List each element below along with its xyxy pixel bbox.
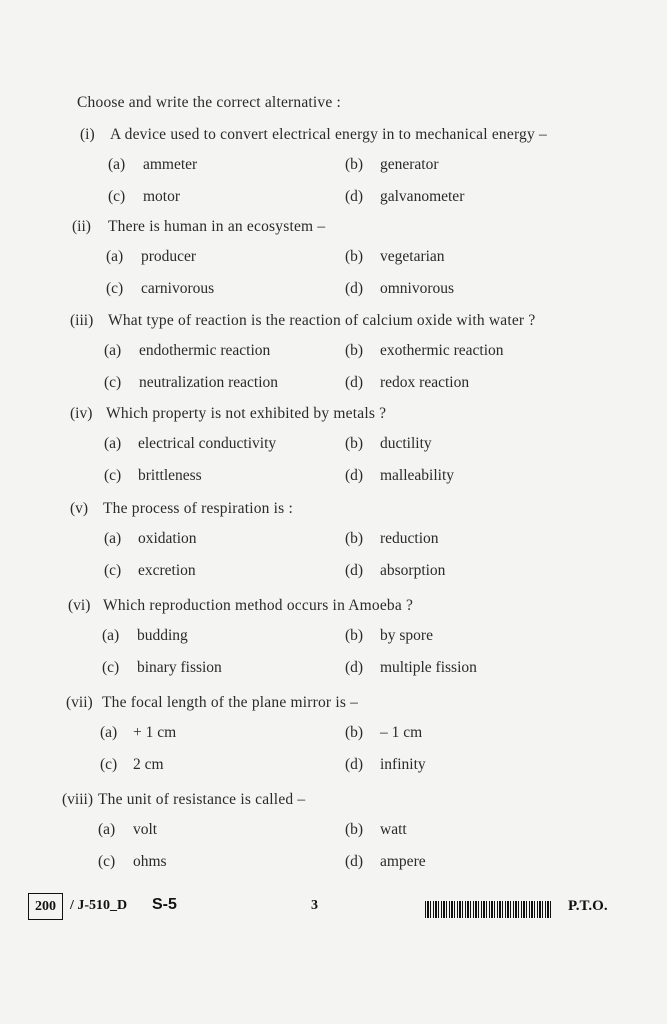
option-text: malleability — [380, 467, 455, 484]
option-text: reduction — [380, 530, 439, 547]
option-label: (c) — [106, 280, 124, 297]
option-label: (a) — [104, 342, 122, 359]
footer-box-number: 200 — [28, 893, 63, 920]
footer-paper-code: / J-510_D — [70, 898, 128, 913]
option-label: (c) — [108, 188, 126, 205]
option-text: oxidation — [138, 530, 197, 547]
option-label: (a) — [104, 435, 122, 452]
option-text: ductility — [380, 435, 432, 452]
option-text: omnivorous — [380, 280, 455, 297]
option-label: (d) — [345, 853, 364, 870]
option-text: generator — [380, 156, 439, 173]
question-number: (ii) — [72, 218, 91, 235]
option-label: (d) — [345, 562, 364, 579]
question-text: What type of reaction is the reaction of calcium oxide with water ? — [108, 312, 536, 329]
option-text: carnivorous — [141, 280, 215, 297]
option-text: ammeter — [143, 156, 198, 173]
question-text: The process of respiration is : — [103, 500, 293, 517]
option-label: (a) — [104, 530, 122, 547]
option-text: + 1 cm — [133, 724, 177, 741]
option-label: (d) — [345, 374, 364, 391]
option-text: brittleness — [138, 467, 202, 484]
option-label: (d) — [345, 467, 364, 484]
option-text: neutralization reaction — [139, 374, 279, 391]
question-number: (iii) — [70, 312, 94, 329]
footer-series: S-5 — [152, 896, 177, 913]
option-text: by spore — [380, 627, 433, 644]
option-label: (c) — [100, 756, 118, 773]
question-text: A device used to convert electrical energy in to mechanical energy – — [110, 126, 547, 143]
option-label: (b) — [345, 342, 364, 359]
question-text: Which reproduction method occurs in Amoeba ? — [103, 597, 414, 614]
question-number: (vii) — [66, 694, 93, 711]
option-text: producer — [141, 248, 197, 265]
question-number: (i) — [80, 126, 95, 143]
option-text: multiple fission — [380, 659, 477, 676]
footer-page-number: 3 — [311, 898, 318, 913]
option-text: motor — [143, 188, 181, 205]
question-number: (iv) — [70, 405, 93, 422]
option-label: (b) — [345, 724, 364, 741]
option-label: (b) — [345, 156, 364, 173]
option-label: (a) — [108, 156, 126, 173]
option-text: vegetarian — [380, 248, 445, 265]
option-label: (a) — [106, 248, 124, 265]
option-text: exothermic reaction — [380, 342, 504, 359]
option-text: infinity — [380, 756, 426, 773]
question-text: The focal length of the plane mirror is – — [102, 694, 359, 711]
question-text: The unit of resistance is called – — [98, 791, 306, 808]
option-text: watt — [380, 821, 407, 838]
option-label: (c) — [104, 467, 122, 484]
option-label: (c) — [104, 374, 122, 391]
option-label: (b) — [345, 627, 364, 644]
option-text: – 1 cm — [380, 724, 423, 741]
option-text: budding — [137, 627, 188, 644]
option-text: endothermic reaction — [139, 342, 271, 359]
option-text: electrical conductivity — [138, 435, 277, 452]
barcode-icon — [425, 901, 553, 918]
question-text: There is human in an ecosystem – — [108, 218, 326, 235]
option-text: excretion — [138, 562, 196, 579]
option-label: (d) — [345, 756, 364, 773]
option-label: (a) — [98, 821, 116, 838]
option-text: ampere — [380, 853, 426, 870]
option-label: (d) — [345, 659, 364, 676]
option-label: (c) — [102, 659, 120, 676]
option-text: binary fission — [137, 659, 222, 676]
option-text: absorption — [380, 562, 446, 579]
option-label: (b) — [345, 821, 364, 838]
option-label: (a) — [102, 627, 120, 644]
option-label: (a) — [100, 724, 118, 741]
option-text: redox reaction — [380, 374, 470, 391]
footer-pto: P.T.O. — [568, 898, 608, 914]
option-label: (b) — [345, 248, 364, 265]
question-number: (vi) — [68, 597, 91, 614]
option-label: (b) — [345, 530, 364, 547]
option-label: (d) — [345, 188, 364, 205]
option-text: volt — [133, 821, 158, 838]
option-text: ohms — [133, 853, 167, 870]
option-label: (c) — [104, 562, 122, 579]
instruction-text: Choose and write the correct alternative : — [77, 94, 342, 111]
option-text: 2 cm — [133, 756, 164, 773]
question-number: (v) — [70, 500, 89, 517]
option-label: (c) — [98, 853, 116, 870]
option-label: (d) — [345, 280, 364, 297]
option-text: galvanometer — [380, 188, 465, 205]
question-text: Which property is not exhibited by metals ? — [106, 405, 387, 422]
question-number: (viii) — [62, 791, 93, 808]
option-label: (b) — [345, 435, 364, 452]
